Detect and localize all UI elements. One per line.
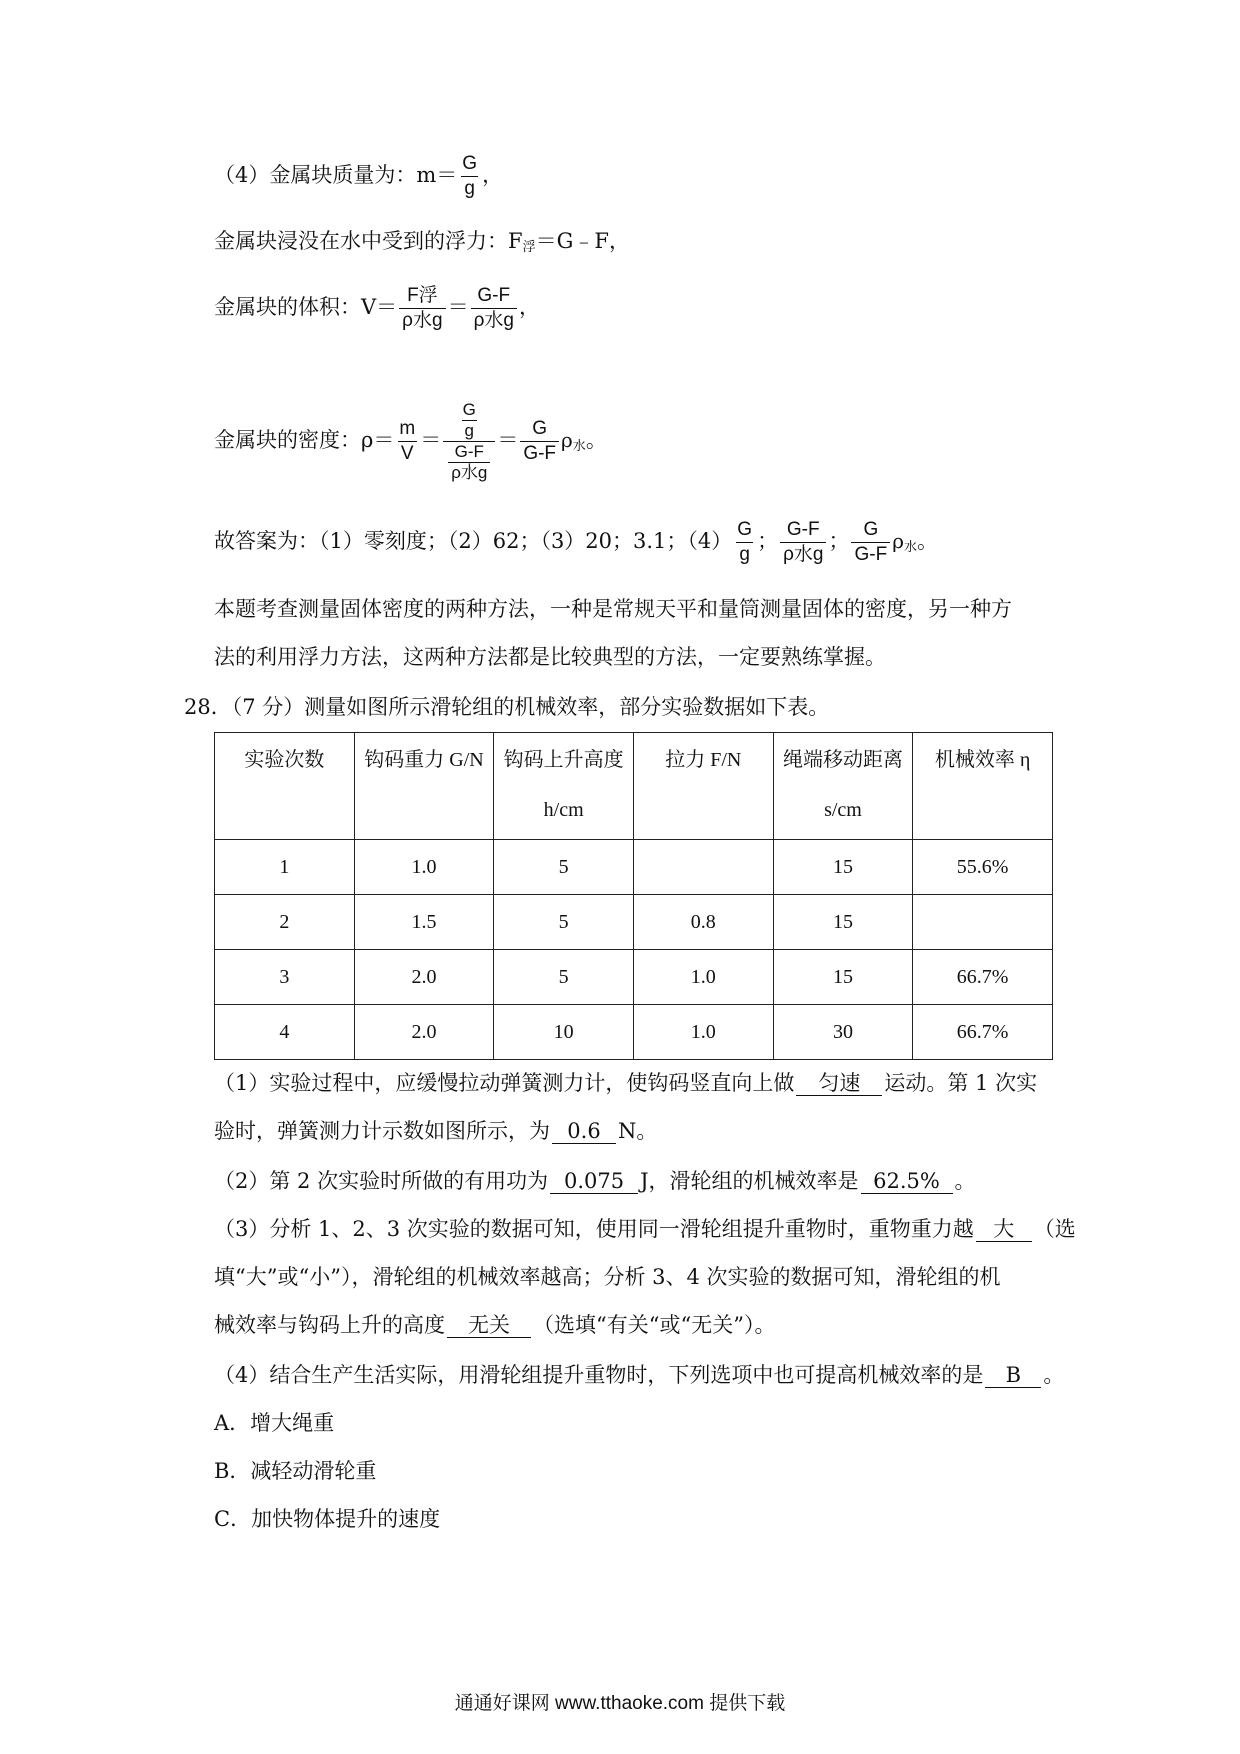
separator: ； [757, 529, 779, 553]
fraction-denominator: g [461, 176, 478, 201]
table-cell: 5 [494, 895, 634, 950]
answer-blank: 大 [976, 1217, 1032, 1242]
fraction-numerator: G [737, 519, 753, 540]
equals-sign: ＝ [420, 428, 442, 452]
table-cell: 2.0 [354, 950, 494, 1005]
buoyancy-formula [214, 226, 630, 263]
answer-blank: 0.075 [550, 1169, 638, 1194]
q28-part3-line3 [214, 1310, 775, 1340]
option-c: C．加快物体提升的速度 [214, 1507, 441, 1531]
question-text: 验时，弹簧测力计示数如图所示，为 [214, 1119, 550, 1143]
fraction-numerator: G [863, 519, 879, 540]
table-cell: 3 [215, 950, 355, 1005]
table-cell: 30 [773, 1005, 913, 1060]
header-weight [354, 733, 494, 840]
fraction-numerator: m [399, 418, 416, 439]
table-row [215, 1005, 1053, 1060]
header-text: 实验次数 [244, 749, 325, 771]
fraction-denominator: G-F [851, 542, 890, 567]
punctuation: ， [518, 295, 540, 319]
fraction-denominator: V [398, 441, 417, 466]
fraction-numerator: G [532, 418, 548, 439]
table-cell: 66.7% [913, 1005, 1053, 1060]
subscript: 浮 [522, 240, 536, 255]
header-unit: h/cm [543, 799, 584, 821]
table-cell: 2.0 [354, 1005, 494, 1060]
mass-formula [214, 152, 503, 201]
table-cell: 55.6% [913, 840, 1053, 895]
equals-sign: ＝ [447, 295, 469, 319]
comment-line-1: 本题考查测量固体密度的两种方法，一种是常规天平和量筒测量固体的密度，另一种方 [214, 597, 1012, 621]
question-text: 运动。第 1 次实 [884, 1071, 1038, 1095]
table-cell: 0.8 [633, 895, 773, 950]
fraction-numerator: G-F [786, 519, 820, 540]
fraction-denominator: g [462, 420, 477, 441]
table-cell: 15 [773, 895, 913, 950]
table-cell [633, 840, 773, 895]
table-cell: 15 [773, 950, 913, 1005]
table-cell: 2 [215, 895, 355, 950]
question-text: 。 [954, 1169, 976, 1193]
punctuation: ， [482, 163, 504, 187]
mass-label: （4）金属块质量为：m＝ [214, 163, 458, 187]
answer-fraction-2 [780, 518, 826, 567]
density-compound-fraction [443, 400, 495, 483]
rho-symbol: ρ [561, 428, 573, 452]
fraction-denominator: ρ水g [471, 308, 517, 333]
header-distance [773, 733, 913, 840]
header-text: 钩码上升高度 [503, 749, 624, 771]
answer-summary [214, 518, 938, 567]
answer-blank: 无关 [447, 1313, 531, 1338]
subscript: 水 [903, 540, 917, 555]
question-text: （1）实验过程中，应缓慢拉动弹簧测力计，使钩码竖直向上做 [214, 1071, 795, 1095]
question-text: J，滑轮组的机械效率是 [640, 1169, 859, 1193]
comment-line-2: 法的利用浮力方法，这两种方法都是比较典型的方法，一定要熟练掌握。 [214, 645, 886, 669]
table-cell: 1.0 [633, 1005, 773, 1060]
volume-fraction-2 [471, 284, 517, 333]
punctuation: 。 [585, 428, 607, 452]
header-trial [215, 733, 355, 840]
question-text: 。 [1043, 1363, 1065, 1387]
fraction-numerator: G [462, 153, 478, 174]
table-cell: 5 [494, 950, 634, 1005]
density-fraction-1 [396, 417, 418, 466]
experiment-table [214, 732, 1053, 1060]
table-cell: 1 [215, 840, 355, 895]
question-text: （选填“有关“或“无关”）。 [533, 1313, 776, 1337]
answer-blank: 匀速 [796, 1071, 882, 1096]
table-cell: 10 [494, 1005, 634, 1060]
page-footer: 通通好课网 www.tthaoke.com 提供下载 [454, 1693, 786, 1714]
header-text: 机械效率 η [934, 749, 1031, 771]
punctuation: 。 [916, 529, 938, 553]
inner-fraction-bottom [448, 442, 490, 483]
fraction-denominator: ρ水g [448, 462, 490, 483]
q28-part4 [214, 1360, 1064, 1390]
q28-part3-line2: 填“大”或“小”），滑轮组的机械效率越高；分析 3、4 次实验的数据可知，滑轮组的机 [214, 1265, 1001, 1289]
table-cell [913, 895, 1053, 950]
question-text: （3）分析 1、2、3 次实验的数据可知，使用同一滑轮组提升重物时，重物重力越 [214, 1217, 974, 1241]
question-text: （选 [1033, 1217, 1076, 1241]
question-text: N。 [618, 1119, 658, 1143]
subscript: 水 [572, 439, 586, 454]
rho-symbol: ρ [892, 529, 904, 553]
option-b: B．减轻动滑轮重 [214, 1459, 377, 1483]
buoyancy-expression: ＝G﹣F， [535, 229, 630, 253]
density-formula [214, 400, 607, 483]
fraction-numerator: G-F [477, 285, 511, 306]
compound-denominator [443, 441, 495, 483]
answer-prefix: 故答案为：（1）零刻度；（2）62；（3）20；3.1；（4） [214, 529, 733, 553]
header-height [494, 733, 634, 840]
question-28-title: 28．（7 分）测量如图所示滑轮组的机械效率，部分实验数据如下表。 [184, 695, 830, 719]
fraction-denominator: G-F [520, 441, 559, 466]
answer-fraction-3 [851, 518, 890, 567]
q28-part1-line2 [214, 1116, 657, 1146]
q28-part2 [214, 1166, 976, 1196]
table-row [215, 950, 1053, 1005]
table-row [215, 840, 1053, 895]
header-text: 钩码重力 G/N [364, 749, 484, 771]
table-cell: 1.0 [354, 840, 494, 895]
table-cell: 5 [494, 840, 634, 895]
table-cell: 66.7% [913, 950, 1053, 1005]
volume-label: 金属块的体积：V＝ [214, 295, 398, 319]
fraction-numerator: F浮 [407, 285, 438, 306]
table-cell: 15 [773, 840, 913, 895]
compound-numerator [455, 400, 484, 441]
table-cell: 1.0 [633, 950, 773, 1005]
header-text: 拉力 F/N [665, 749, 742, 771]
header-text: 绳端移动距离 [782, 749, 903, 771]
header-unit: s/cm [824, 799, 862, 821]
answer-fraction-1 [734, 518, 755, 567]
equals-sign: ＝ [497, 428, 519, 452]
volume-fraction-1 [399, 284, 445, 333]
answer-blank: 62.5% [861, 1169, 953, 1194]
buoyancy-label: 金属块浸没在水中受到的浮力：F [214, 229, 523, 253]
table-header-row [215, 733, 1053, 840]
header-force [633, 733, 773, 840]
fraction-numerator: G [462, 400, 476, 419]
inner-fraction-top [460, 400, 479, 441]
question-text: 械效率与钩码上升的高度 [214, 1313, 445, 1337]
fraction-denominator: ρ水g [399, 308, 445, 333]
table-cell: 1.5 [354, 895, 494, 950]
q28-part3-line1 [214, 1214, 1076, 1244]
q28-part1-line1 [214, 1068, 1037, 1098]
fraction-denominator: ρ水g [780, 542, 826, 567]
density-fraction-3 [520, 417, 559, 466]
table-cell: 4 [215, 1005, 355, 1060]
option-a: A．增大绳重 [214, 1411, 335, 1435]
answer-blank: 0.6 [552, 1119, 616, 1144]
fraction-denominator: g [736, 542, 753, 567]
volume-formula [214, 284, 540, 333]
question-text: （2）第 2 次实验时所做的有用功为 [214, 1169, 549, 1193]
density-label: 金属块的密度：ρ＝ [214, 428, 395, 452]
question-text: （4）结合生产生活实际，用滑轮组提升重物时，下列选项中也可提高机械效率的是 [214, 1363, 984, 1387]
mass-fraction [459, 152, 480, 201]
separator: ； [828, 529, 850, 553]
answer-blank: B [985, 1363, 1041, 1388]
table-row [215, 895, 1053, 950]
header-efficiency [913, 733, 1053, 840]
fraction-numerator: G-F [454, 442, 484, 461]
